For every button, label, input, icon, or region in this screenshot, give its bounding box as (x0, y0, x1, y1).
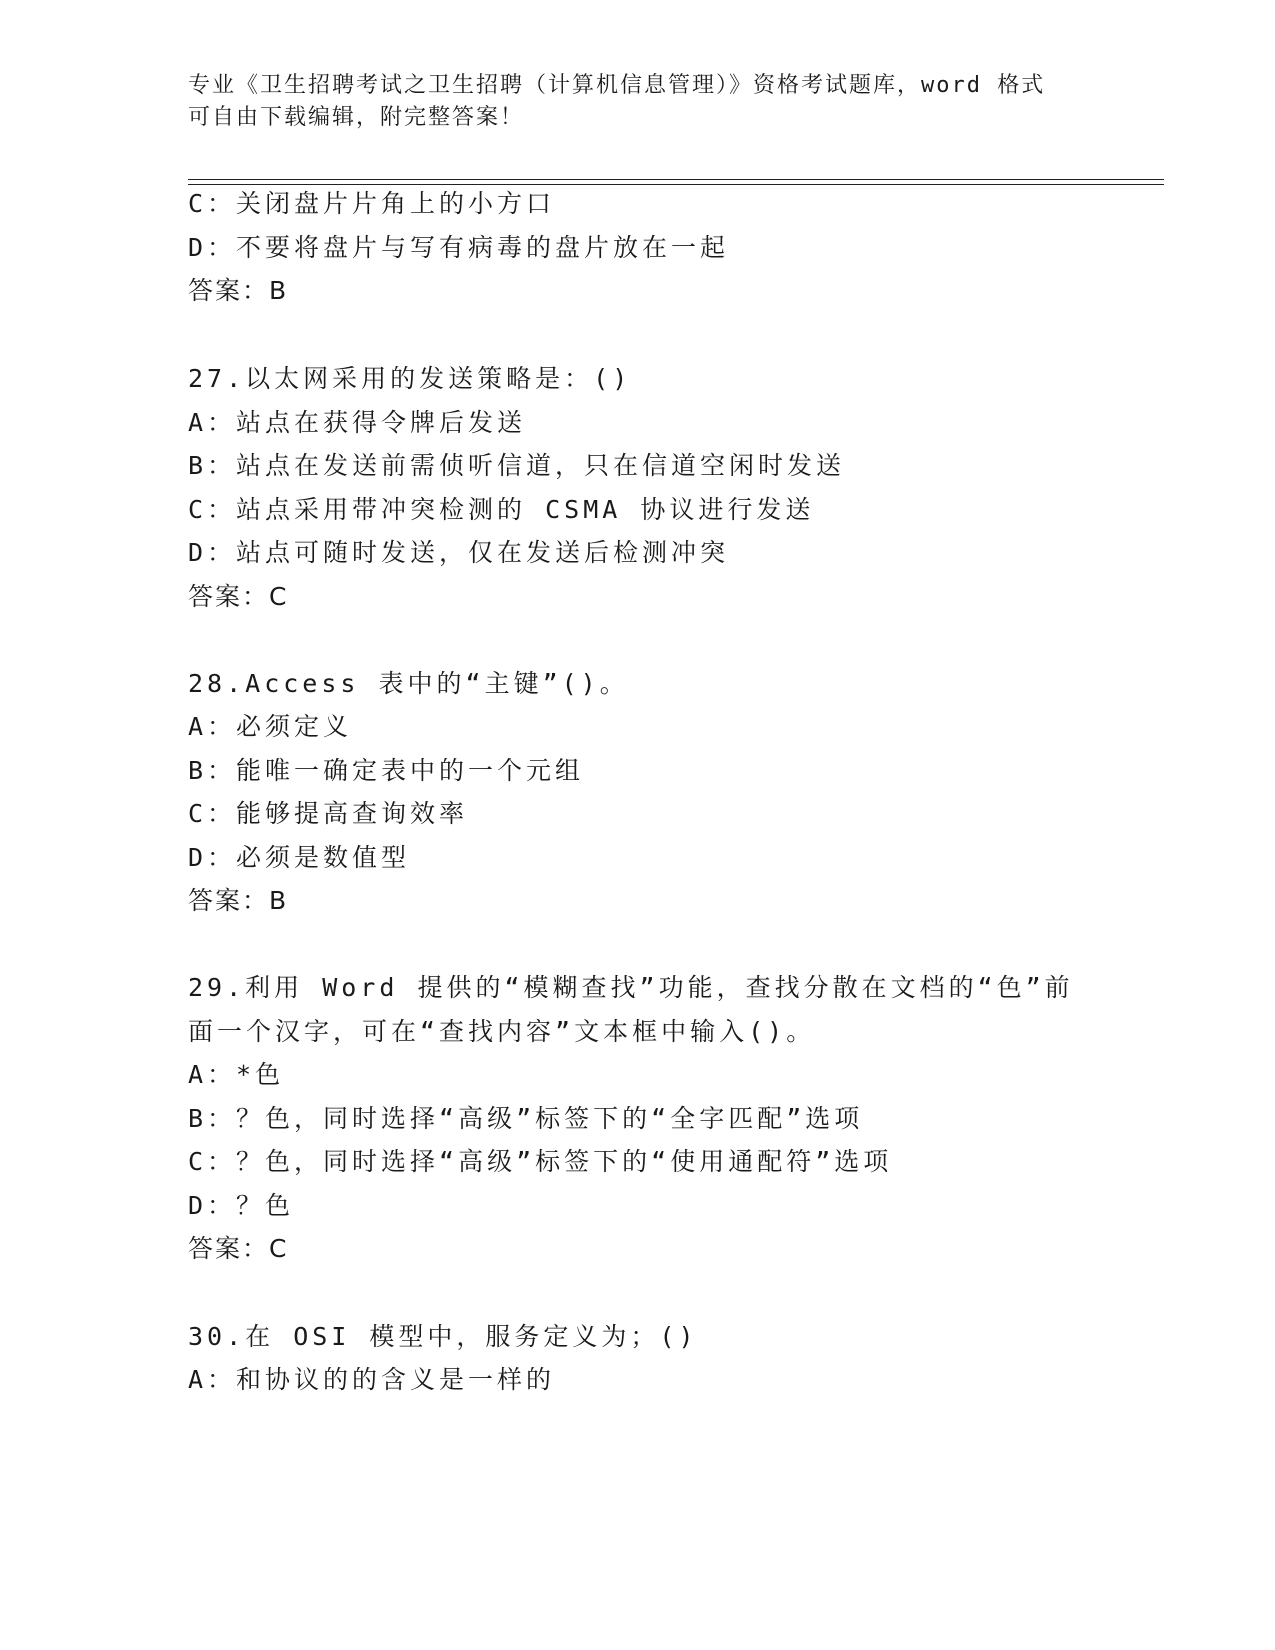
q30-stem: 30.在 OSI 模型中，服务定义为；() (188, 1322, 698, 1351)
q28-stem: 28.Access 表中的“主键”()。 (188, 669, 629, 698)
q28-answer: 答案：B (188, 886, 289, 915)
q29-stem-line-1: 29.利用 Word 提供的“模糊查找”功能，查找分散在文档的“色”前 (188, 973, 1074, 1002)
q27-answer: 答案：C (188, 582, 289, 611)
header-divider-bottom (188, 184, 1164, 185)
document-header (188, 70, 1088, 134)
prev-option-c: C：关闭盘片片角上的小方口 (188, 189, 556, 218)
q28-option-c: C：能够提高查询效率 (188, 799, 469, 828)
q28-option-b: B：能唯一确定表中的一个元组 (188, 756, 585, 785)
q27-stem: 27.以太网采用的发送策略是：() (188, 364, 632, 393)
q30-option-a: A：和协议的的含义是一样的 (188, 1365, 556, 1394)
q28-option-a: A：必须定义 (188, 712, 353, 741)
q29-option-d: D：？色 (188, 1191, 295, 1220)
q29-answer: 答案：C (188, 1234, 289, 1263)
header-line-1: 专业《卫生招聘考试之卫生招聘（计算机信息管理）》资格考试题库，word 格式 (188, 73, 1046, 98)
q27-option-a: A：站点在获得令牌后发送 (188, 408, 527, 437)
header-divider-top (188, 179, 1164, 180)
q29-option-c: C：？色，同时选择“高级”标签下的“使用通配符”选项 (188, 1147, 893, 1176)
q28-option-d: D：必须是数值型 (188, 843, 411, 872)
q29-option-b: B：？色，同时选择“高级”标签下的“全字匹配”选项 (188, 1104, 864, 1133)
q27-option-b: B：站点在发送前需侦听信道，只在信道空闲时发送 (188, 451, 846, 480)
prev-option-d: D：不要将盘片与写有病毒的盘片放在一起 (188, 233, 730, 262)
q27-option-c: C：站点采用带冲突检测的 CSMA 协议进行发送 (188, 495, 815, 524)
q27-option-d: D：站点可随时发送，仅在发送后检测冲突 (188, 538, 730, 567)
q29-option-a: A：*色 (188, 1060, 285, 1089)
q29-stem-line-2: 面一个汉字，可在“查找内容”文本框中输入()。 (188, 1017, 816, 1046)
header-line-2: 可自由下载编辑，附完整答案！ (188, 105, 525, 130)
prev-answer: 答案：B (188, 276, 289, 305)
